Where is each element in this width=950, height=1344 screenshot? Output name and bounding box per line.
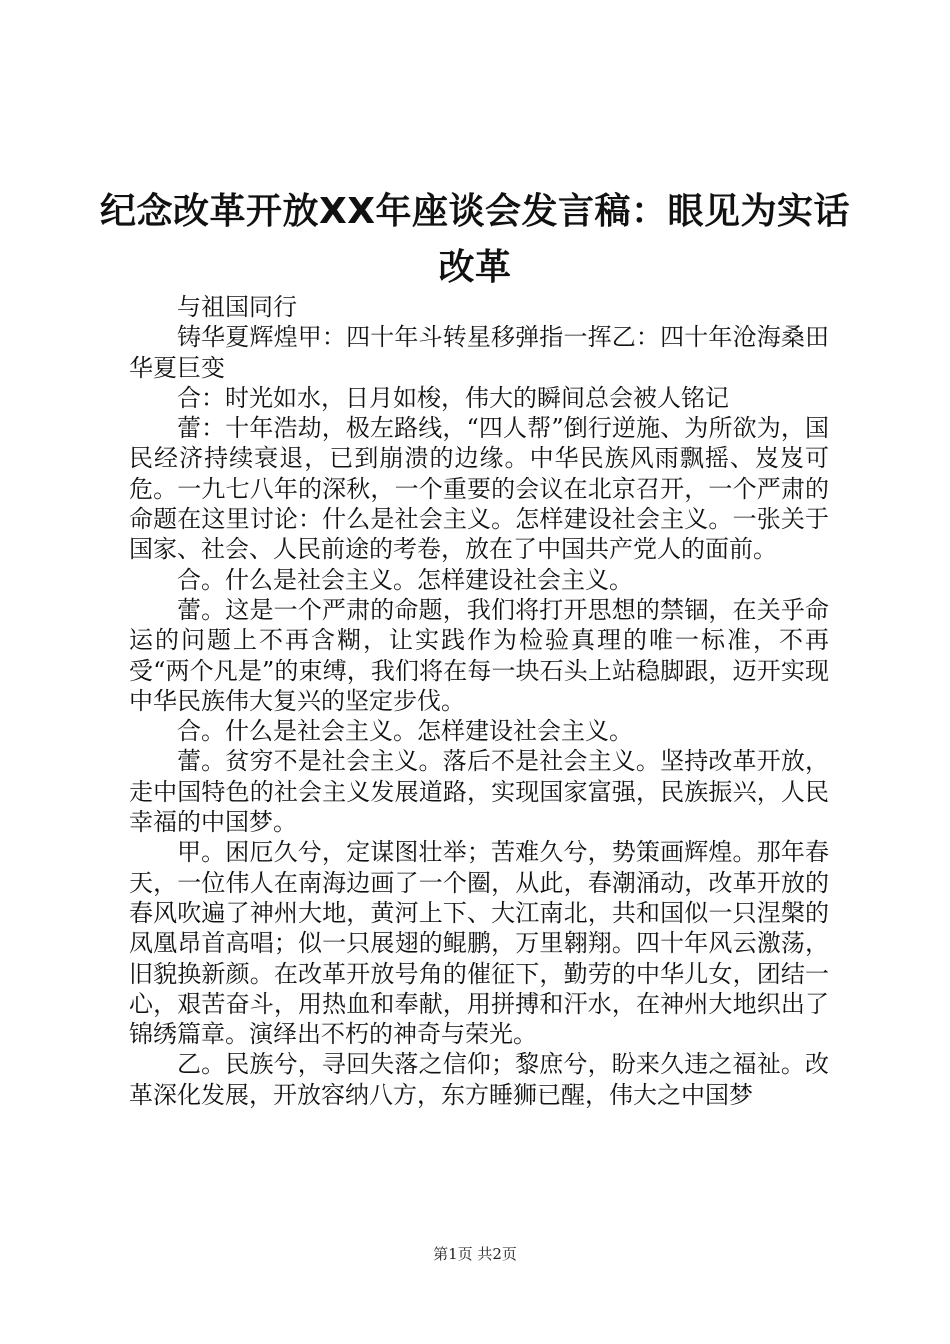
- paragraph: 蕾。这是一个严肃的命题，我们将打开思想的禁锢，在关乎命运的问题上不再含糊，让实践作为检验真理的唯一标准，不再受“两个凡是”的束缚，我们将在每一块石头上站稳脚跟，迈开实现中华民族伟大复兴的坚定步伐。: [129, 595, 829, 715]
- paragraph: 甲。困厄久兮，定谋图壮举；苦难久兮，势策画辉煌。那年春天，一位伟人在南海边画了一个圈，从此，春潮涌动，改革开放的春风吹遍了神州大地，黄河上下、大江南北，共和国似一只涅槃的凤凰昂首高唱；似一只展翅的鲲鹏，万里翱翔。四十年风云激荡，旧貌换新颜。在改革开放号角的催征下，勤劳的中华儿女，团结一心，艰苦奋斗，用热血和奉献，用拼搏和汗水，在神州大地织出了锦绣篇章。演绎出不朽的神奇与荣光。: [129, 838, 829, 1049]
- paragraph: 蕾：十年浩劫，极左路线，“四人帮”倒行逆施、为所欲为，国民经济持续衰退，已到崩溃的边缘。中华民族风雨飘摇、岌岌可危。一九七八年的深秋，一个重要的会议在北京召开，一个严肃的命题在这里讨论：什么是社会主义。怎样建设社会主义。一张关于国家、社会、人民前途的考卷，放在了中国共产党人的面前。: [129, 414, 829, 564]
- document-body: [129, 292, 829, 1110]
- paragraph: 铸华夏辉煌甲：四十年斗转星移弹指一挥乙：四十年沧海桑田华夏巨变: [129, 323, 829, 382]
- paragraph: 蕾。贫穷不是社会主义。落后不是社会主义。坚持改革开放，走中国特色的社会主义发展道路，实现国家富强，民族振兴，人民幸福的中国梦。: [129, 747, 829, 837]
- paragraph: 合。什么是社会主义。怎样建设社会主义。: [177, 717, 633, 746]
- paragraph: 乙。民族兮，寻回失落之信仰；黎庶兮，盼来久违之福祉。改革深化发展，开放容纳八方，东方睡狮已醒，伟大之中国梦: [129, 1050, 829, 1109]
- document-title: 纪念改革开放XX年座谈会发言稿：眼见为实话改革: [99, 191, 850, 288]
- paragraph: 合。什么是社会主义。怎样建设社会主义。: [177, 565, 633, 594]
- paragraph: 与祖国同行: [177, 293, 297, 321]
- page-number-footer: 第1页 共2页: [433, 1245, 517, 1263]
- paragraph: 合：时光如水，日月如梭，伟大的瞬间总会被人铭记: [177, 383, 729, 412]
